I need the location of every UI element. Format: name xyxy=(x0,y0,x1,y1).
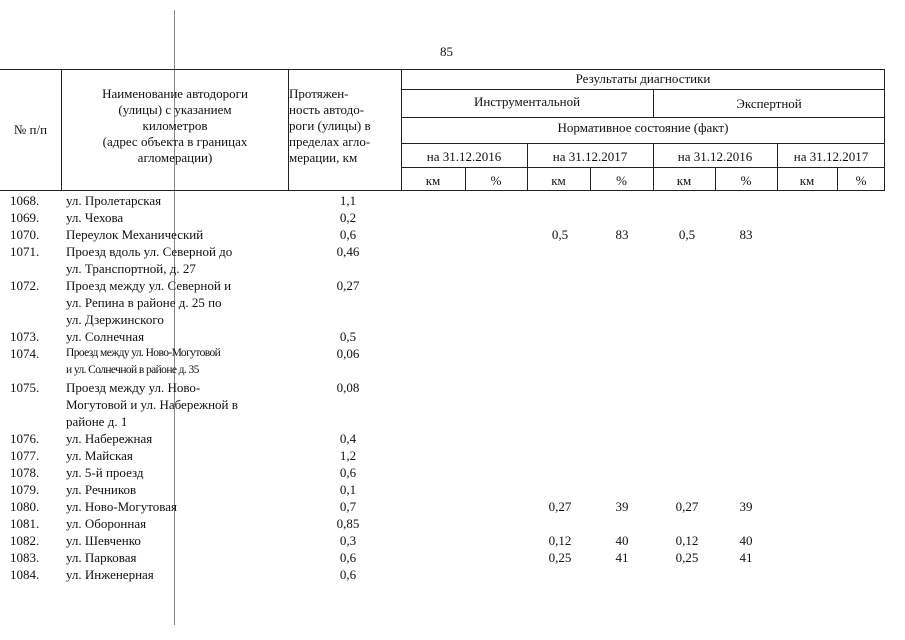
table-row xyxy=(0,464,905,481)
header-date-2017-instrumental: на 31.12.2017 xyxy=(552,149,628,164)
table-row xyxy=(0,549,905,566)
header-km: км xyxy=(799,173,815,188)
header-road-name-line: (адрес объекта в границах xyxy=(102,134,248,149)
road-length: 0,6 xyxy=(339,227,357,242)
road-name: Проезд вдоль ул. Северной до xyxy=(66,244,233,259)
header-length-line: роги (улицы) в xyxy=(289,118,371,133)
road-length: 0,6 xyxy=(339,465,357,480)
table-row xyxy=(0,209,905,226)
row-number: 1075. xyxy=(10,380,40,395)
row-number: 1080. xyxy=(10,499,40,514)
road-name: Проезд между ул. Северной и xyxy=(66,278,232,293)
page-number: 85 xyxy=(440,44,453,59)
row-number: 1079. xyxy=(10,482,40,497)
road-length: 0,46 xyxy=(336,244,360,259)
header-date-2016-instrumental: на 31.12.2016 xyxy=(426,149,502,164)
diagnostic-e16-pct: 40 xyxy=(739,533,753,548)
road-name: ул. Репина в районе д. 25 по xyxy=(66,295,222,310)
road-name: ул. Пролетарская xyxy=(66,193,162,208)
header-normative: Нормативное состояние (факт) xyxy=(557,120,729,135)
road-length: 0,6 xyxy=(339,567,357,582)
road-length: 0,27 xyxy=(336,278,360,293)
diagnostic-e16-km: 0,5 xyxy=(678,227,696,242)
diagnostic-e16-pct: 39 xyxy=(739,499,753,514)
header-number: № п/п xyxy=(13,122,48,137)
road-name: ул. 5-й проезд xyxy=(66,465,144,480)
header-road-name-line: (улицы) с указанием xyxy=(118,102,232,117)
header-length-line: ность автодо- xyxy=(289,102,365,117)
road-length: 0,1 xyxy=(339,482,357,497)
table-row xyxy=(0,345,905,379)
row-number: 1070. xyxy=(10,227,40,242)
table-row xyxy=(0,379,905,430)
table-row xyxy=(0,447,905,464)
road-name: районе д. 1 xyxy=(66,414,128,429)
road-name: Проезд между ул. Ново- xyxy=(66,380,201,395)
road-name: ул. Чехова xyxy=(66,210,124,225)
table-row xyxy=(0,243,905,277)
road-name: ул. Дзержинского xyxy=(66,312,164,327)
header-road-name xyxy=(62,86,288,166)
diagnostic-e16-km: 0,12 xyxy=(675,533,699,548)
row-number: 1069. xyxy=(10,210,40,225)
road-length: 0,85 xyxy=(336,516,360,531)
header-pct: % xyxy=(855,173,867,188)
header-length xyxy=(289,86,401,166)
header-km: км xyxy=(551,173,566,188)
header-road-name-line: километров xyxy=(142,118,208,133)
road-name: ул. Майская xyxy=(66,448,133,463)
road-name: и ул. Солнечной в районе д. 35 xyxy=(66,364,199,376)
header-km: км xyxy=(676,173,692,188)
road-length: 1,1 xyxy=(339,193,357,208)
header-pct: % xyxy=(616,173,627,188)
road-name: ул. Речников xyxy=(66,482,137,497)
header-pct: % xyxy=(490,173,502,188)
header-length-line: мерации, км xyxy=(289,150,358,165)
row-number: 1074. xyxy=(10,346,40,361)
header-km: км xyxy=(425,173,441,188)
table-row xyxy=(0,328,905,345)
table-row xyxy=(0,481,905,498)
road-length: 0,4 xyxy=(339,431,357,446)
diagnostic-e16-km: 0,25 xyxy=(675,550,699,565)
header-expert: Экспертной xyxy=(736,96,802,111)
row-number: 1081. xyxy=(10,516,40,531)
header-length-line: Протяжен- xyxy=(289,86,349,101)
header-length-line: пределах агло- xyxy=(289,134,371,149)
road-length: 0,2 xyxy=(339,210,357,225)
row-number: 1073. xyxy=(10,329,40,344)
road-length: 0,5 xyxy=(339,329,357,344)
table-row xyxy=(0,192,905,209)
road-name: ул. Оборонная xyxy=(66,516,147,531)
road-length: 0,3 xyxy=(339,533,357,548)
diagnostic-i17-km: 0,27 xyxy=(548,499,572,514)
road-length: 0,6 xyxy=(339,550,357,565)
diagnostic-e16-pct: 83 xyxy=(739,227,753,242)
row-number: 1072. xyxy=(10,278,40,293)
row-number: 1076. xyxy=(10,431,40,446)
road-name: Могутовой и ул. Набережной в xyxy=(66,397,238,412)
diagnostic-i17-km: 0,5 xyxy=(551,227,569,242)
road-name: ул. Солнечная xyxy=(66,329,145,344)
header-road-name-line: Наименование автодороги xyxy=(102,86,248,101)
diagnostic-i17-pct: 40 xyxy=(615,533,629,548)
row-number: 1082. xyxy=(10,533,40,548)
row-number: 1071. xyxy=(10,244,40,259)
diagnostic-e16-km: 0,27 xyxy=(675,499,699,514)
row-number: 1077. xyxy=(10,448,40,463)
row-number: 1068. xyxy=(10,193,40,208)
header-date-2016-expert: на 31.12.2016 xyxy=(677,149,753,164)
road-length: 0,08 xyxy=(336,380,360,395)
road-name: ул. Парковая xyxy=(66,550,137,565)
row-number: 1083. xyxy=(10,550,40,565)
table-row xyxy=(0,515,905,532)
diagnostic-i17-pct: 39 xyxy=(615,499,629,514)
diagnostic-i17-km: 0,25 xyxy=(548,550,572,565)
table-row xyxy=(0,532,905,549)
table-row xyxy=(0,277,905,328)
road-name: Переулок Механический xyxy=(66,227,204,242)
road-name: ул. Набережная xyxy=(66,431,153,446)
diagnostic-i17-km: 0,12 xyxy=(548,533,572,548)
header-instrumental: Инструментальной xyxy=(473,94,581,109)
diagnostic-i17-pct: 41 xyxy=(615,550,629,565)
road-length: 0,7 xyxy=(339,499,357,514)
diagnostic-i17-pct: 83 xyxy=(615,227,629,242)
table-row xyxy=(0,226,905,243)
header-road-name-line: агломерации) xyxy=(137,150,213,165)
road-name: ул. Шевченко xyxy=(66,533,141,548)
road-name: Проезд между ул. Ново-Могутовой xyxy=(66,347,221,359)
header-diagnostics: Результаты диагностики xyxy=(575,71,711,86)
road-length: 1,2 xyxy=(339,448,357,463)
road-length: 0,06 xyxy=(336,346,360,361)
road-name: ул. Транспортной, д. 27 xyxy=(66,261,196,276)
header-date-2017-expert: на 31.12.2017 xyxy=(793,149,869,164)
road-name: ул. Инженерная xyxy=(66,567,154,582)
road-name: ул. Ново-Могутовая xyxy=(66,499,177,514)
row-number: 1084. xyxy=(10,567,40,582)
table-row xyxy=(0,430,905,447)
table-row xyxy=(0,566,905,583)
row-number: 1078. xyxy=(10,465,40,480)
header-pct: % xyxy=(740,173,752,188)
table-row xyxy=(0,498,905,515)
diagnostic-e16-pct: 41 xyxy=(739,550,753,565)
